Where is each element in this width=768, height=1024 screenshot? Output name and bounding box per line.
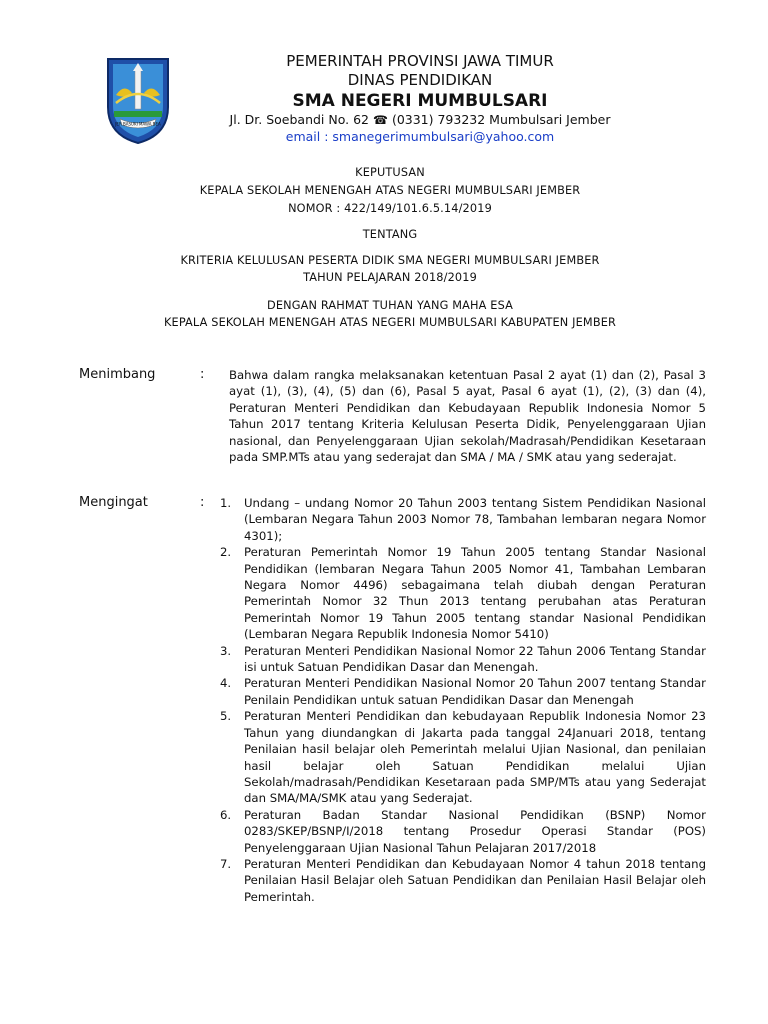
list-item-text: Peraturan Menteri Pendidikan dan kebudayaan Republik Indonesia Nomor 23 Tahun yang diundangkan di Jakarta pada tanggal 24Januari 2018, tentang Penilaian hasil belajar oleh Pemerintah melalui Ujian Nasional, dan penilaian hasil belajar oleh Satuan Pendidikan melalui Ujian Sekolah/madrasah/Pendidikan Kesetaraan pada SMP/MTs atau yang Sederajat dan SMA/MA/SMK atau yang Sederajat. bbox=[244, 709, 706, 806]
decree-authority: KEPALA SEKOLAH MENENGAH ATAS NEGERI MUMBULSARI KABUPATEN JEMBER bbox=[163, 316, 617, 329]
list-item-text: Peraturan Pemerintah Nomor 19 Tahun 2005 tentang Standar Nasional Pendidikan (lembaran Negara Tahun 2005 Nomor 41, Tambahan Lembaran Negara Nomor 4496) sebagaimana telah diubah dengan Peraturan Pemerintah Nomor 32 Thun 2013 tentang perubahan atas Peraturan Pemerintah Nomor 19 Tahun 2005 tentang standar Nasional Pendidikan (Lembaran Negara Republik Indonesia Nomor 5410) bbox=[244, 545, 706, 642]
mengingat-colon: : bbox=[200, 495, 205, 510]
decree-title: KEPUTUSAN bbox=[355, 166, 425, 179]
department-title: DINAS PENDIDIKAN bbox=[347, 71, 493, 89]
list-item-number: 7. bbox=[220, 856, 232, 871]
mengingat-list bbox=[220, 495, 706, 905]
list-item-number: 5. bbox=[220, 709, 232, 724]
list-item-text: Peraturan Menteri Pendidikan dan Kebudayaan Nomor 4 tahun 2018 tentang Penilaian Hasil Belajar oleh Satuan Pendidikan dan Penilaian Hasil Belajar oleh Pemerintah. bbox=[244, 856, 706, 904]
decree-invocation: DENGAN RAHMAT TUHAN YANG MAHA ESA bbox=[267, 299, 513, 312]
government-title: PEMERINTAH PROVINSI JAWA TIMUR bbox=[286, 52, 554, 70]
list-item bbox=[220, 675, 706, 708]
phone-icon: ☎ bbox=[373, 113, 388, 127]
decree-about: TENTANG bbox=[362, 228, 418, 241]
decree-year: TAHUN PELAJARAN 2018/2019 bbox=[303, 271, 477, 284]
list-item-number: 4. bbox=[220, 676, 232, 691]
list-item bbox=[220, 544, 706, 642]
address-street: Jl. Dr. Soebandi No. 62 bbox=[229, 112, 370, 127]
crest-motto: JER BASUKI MAWA BEA bbox=[115, 121, 161, 127]
list-item bbox=[220, 856, 706, 905]
address-contact: (0331) 793232 Mumbulsari Jember bbox=[391, 112, 611, 127]
school-name: SMA NEGERI MUMBULSARI bbox=[292, 91, 548, 111]
menimbang-label: Menimbang bbox=[79, 367, 156, 382]
list-item bbox=[220, 708, 706, 806]
list-item bbox=[220, 495, 706, 544]
list-item-number: 6. bbox=[220, 807, 232, 822]
menimbang-text: Bahwa dalam rangka melaksanakan ketentuan Pasal 2 ayat (1) dan (2), Pasal 3 ayat (1), (3), (4), (5) dan (6), Pasal 5 ayat, Pasal 6 ayat (1), (2), (3) dan (4), Peraturan Menteri Pendidikan dan Kebudayaan Republik Indonesia Nomor 5 Tahun 2017 tentang Kriteria Kelulusan Peserta Didik, Penyelenggaraan Ujian nasional, dan Penyelenggaraan Ujian sekolah/Madrasah/Pendidikan Kesetaraan pada SMP.MTs atau yang sederajat dan SMA / MA / SMK atau yang sederajat. bbox=[229, 368, 706, 465]
list-item-text: Peraturan Badan Standar Nasional Pendidikan (BSNP) Nomor 0283/SKEP/BSNP/I/2018 tentang Prosedur Operasi Standar (POS) Penyelenggaraan Ujian Nasional Tahun Pelajaran 2017/2018 bbox=[244, 807, 706, 855]
menimbang-colon: : bbox=[200, 367, 205, 382]
decree-issuer: KEPALA SEKOLAH MENENGAH ATAS NEGERI MUMBULSARI JEMBER bbox=[199, 184, 581, 197]
decree-number: NOMOR : 422/149/101.6.5.14/2019 bbox=[288, 202, 492, 215]
list-item-text: Peraturan Menteri Pendidikan Nasional Nomor 20 Tahun 2007 tentang Standar Penilain Pendidikan untuk satuan Pendidikan Dasar dan Menengah bbox=[244, 676, 706, 707]
list-item-text: Undang – undang Nomor 20 Tahun 2003 tentang Sistem Pendidikan Nasional (Lembaran Negara Tahun 2003 Nomor 78, Tambahan lembaran negara Nomor 4301); bbox=[244, 496, 706, 543]
list-item bbox=[220, 807, 706, 856]
decree-subject: KRITERIA KELULUSAN PESERTA DIDIK SMA NEGERI MUMBULSARI JEMBER bbox=[180, 254, 600, 267]
list-item-text: Peraturan Menteri Pendidikan Nasional Nomor 22 Tahun 2006 Tentang Standar isi untuk Satuan Pendidikan Dasar dan Menengah. bbox=[244, 643, 706, 675]
list-item-number: 1. bbox=[220, 496, 232, 510]
list-item bbox=[220, 643, 706, 676]
address-line bbox=[175, 112, 665, 127]
list-item-number: 3. bbox=[220, 643, 232, 658]
list-item-number: 2. bbox=[220, 545, 232, 560]
mengingat-label: Mengingat bbox=[79, 495, 148, 510]
east-java-crest-icon bbox=[102, 55, 174, 145]
email-line: email : smanegerimumbulsari@yahoo.com bbox=[285, 129, 555, 144]
